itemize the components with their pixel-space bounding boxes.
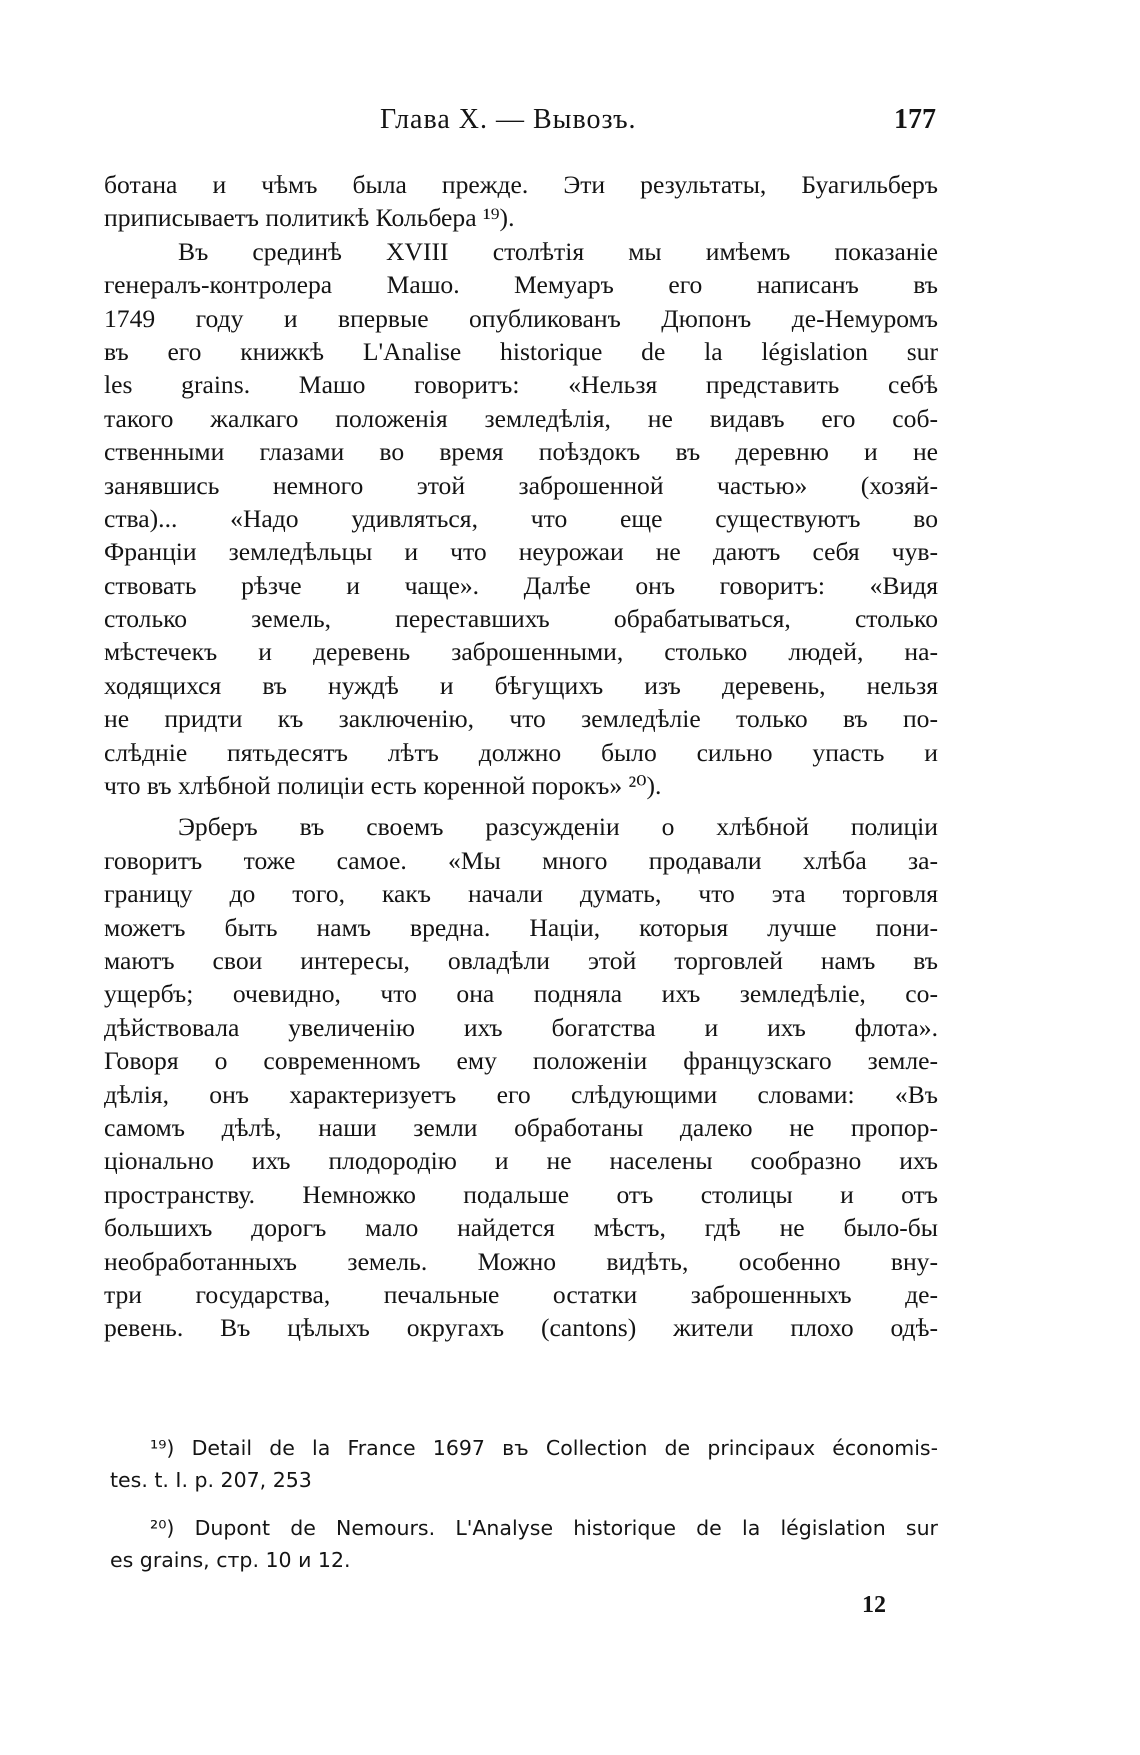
text-line: генералъ-контролера Машо. Мемуаръ его написанъ въ xyxy=(104,270,938,300)
page-number: 177 xyxy=(894,104,936,135)
text-line: не придти къ заключенію, что земледѣліе только въ по- xyxy=(104,704,938,734)
body-text xyxy=(104,168,938,1345)
text-line: что въ хлѣбной полиціи есть коренной порокъ» ²⁰). xyxy=(104,771,662,801)
text-line: Эрберъ въ своемъ разсужденіи о хлѣбной полиціи xyxy=(178,812,938,842)
text-line: ревень. Въ цѣлыхъ округахъ (cantons) жители плохо одѣ- xyxy=(104,1313,938,1343)
text-line: слѣдніе пятьдесятъ лѣтъ должно было сильно упасть и xyxy=(104,737,938,767)
running-head: Глава X. — Вывозъ. xyxy=(380,104,637,135)
text-line: дѣйствовала увеличенію ихъ богатства и ихъ флота». xyxy=(104,1012,938,1042)
text-line: маютъ свои интересы, овладѣли этой торговлей намъ въ xyxy=(104,945,938,975)
text-line: Франціи земледѣльцы и что неурожаи не даютъ себя чув- xyxy=(104,537,938,567)
page-header xyxy=(0,104,1140,144)
text-line: ущербъ; очевидно, что она подняла ихъ земледѣліе, со- xyxy=(104,979,938,1009)
signature-mark: 12 xyxy=(862,1592,886,1618)
footnote-gap xyxy=(110,1496,938,1512)
text-line: 1749 году и впервые опубликованъ Дюпонъ де-Немуромъ xyxy=(104,303,938,333)
text-line: ственными глазами во время поѣздокъ въ деревню и не xyxy=(104,437,938,467)
text-line: самомъ дѣлѣ, наши земли обработаны далеко не пропор- xyxy=(104,1112,938,1142)
text-line: говоритъ тоже самое. «Мы много продавали хлѣба за- xyxy=(104,845,938,875)
text-line: ціонально ихъ плодородію и не населены сообразно ихъ xyxy=(104,1146,938,1176)
text-line: такого жалкаго положенія земледѣлія, не видавъ его соб- xyxy=(104,403,938,433)
text-line: въ его книжкѣ L'Analise historique de la législation sur xyxy=(104,336,938,366)
text-line: столько земель, переставшихъ обрабатываться, столько xyxy=(104,604,938,634)
footnotes xyxy=(110,1432,938,1576)
paragraph-gap xyxy=(104,802,938,810)
text-line: ходящихся въ нуждѣ и бѣгущихъ изъ деревень, нельзя xyxy=(104,670,938,700)
text-line: необработанныхъ земель. Можно видѣть, особенно вну- xyxy=(104,1246,938,1276)
text-line: les grains. Машо говоритъ: «Нельзя представить себѣ xyxy=(104,370,938,400)
text-line: мѣстечекъ и деревень заброшенными, столько людей, на- xyxy=(104,637,938,667)
text-line: пространству. Немножко подальше отъ столицы и отъ xyxy=(104,1179,938,1209)
text-line: Въ срединѣ XVIII столѣтія мы имѣемъ показаніе xyxy=(178,236,938,266)
footnote-line: ¹⁹) Detail de la France 1697 въ Collection de principaux économis- xyxy=(150,1436,938,1460)
text-line: ствовать рѣзче и чаще». Далѣе онъ говоритъ: «Видя xyxy=(104,570,938,600)
text-line: границу до того, какъ начали думать, что эта торговля xyxy=(104,879,938,909)
text-line: три государства, печальные остатки заброшенныхъ де- xyxy=(104,1279,938,1309)
text-line: занявшись немного этой заброшенной частью» (хозяй- xyxy=(104,470,938,500)
text-line: ства)... «Надо удивляться, что еще существуютъ во xyxy=(104,503,938,533)
footnote-line: tes. t. I. p. 207, 253 xyxy=(110,1468,312,1492)
text-line: Говоря о современномъ ему положеніи французскаго земле- xyxy=(104,1046,938,1076)
text-line: дѣлія, онъ характеризуетъ его слѣдующими словами: «Въ xyxy=(104,1079,938,1109)
text-line: ботана и чѣмъ была прежде. Эти результаты, Буагильберъ xyxy=(104,170,938,199)
text-line: можетъ быть намъ вредна. Націи, которыя лучше пони- xyxy=(104,912,938,942)
footnote-line: es grains, стр. 10 и 12. xyxy=(110,1548,351,1572)
text-line: большихъ дорогъ мало найдется мѣстъ, гдѣ не было-бы xyxy=(104,1213,938,1243)
text-line: приписываетъ политикѣ Кольбера ¹⁹). xyxy=(104,203,515,233)
footnote-line: ²⁰) Dupont de Nemours. L'Analyse historique de la législation sur xyxy=(150,1516,938,1540)
